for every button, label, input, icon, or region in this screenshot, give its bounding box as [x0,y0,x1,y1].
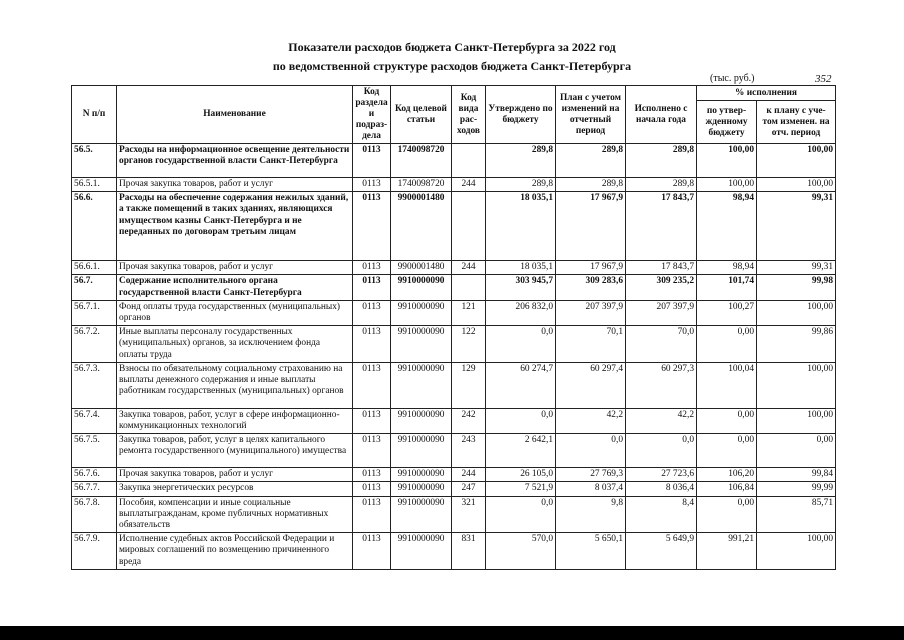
cell-pct-budget: 106,84 [697,482,757,496]
cell-approved: 0,0 [486,496,556,533]
cell-num: 56.5. [72,144,117,178]
table-row [72,300,836,325]
cell-executed: 17 843,7 [626,192,697,261]
cell-num: 56.7.6. [72,468,117,482]
header-target: Код целевой статьи [391,86,452,144]
cell-name: Взносы по обязательному социальному страхованию на выплаты денежного содержания и иные выплаты работникам государственных (муниципальных) органов [117,362,353,408]
table-row [72,275,836,300]
cell-pct-budget: 106,20 [697,468,757,482]
header-kind: Код вида рас-ходов [452,86,486,144]
header-pct-plan: к плану с уче-том изменен. на отч. период [757,101,836,144]
header-pct-budget: по утвер-жденному бюджету [697,101,757,144]
cell-executed: 27 723,6 [626,468,697,482]
cell-section: 0113 [353,261,391,275]
table-body [72,144,836,570]
cell-num: 56.7.4. [72,408,117,433]
table-row [72,326,836,363]
cell-target: 1740098720 [391,144,452,178]
cell-approved: 289,8 [486,144,556,178]
cell-name: Прочая закупка товаров, работ и услуг [117,468,353,482]
table-row [72,408,836,433]
cell-section: 0113 [353,300,391,325]
title-line-2: по ведомственной структуре расходов бюджета Санкт-Петербурга [272,59,632,73]
cell-target: 9910000090 [391,326,452,363]
cell-executed: 289,8 [626,178,697,192]
cell-approved: 18 035,1 [486,261,556,275]
cell-pct-plan: 100,00 [757,362,836,408]
cell-pct-plan: 99,99 [757,482,836,496]
cell-plan: 309 283,6 [556,275,626,300]
cell-section: 0113 [353,192,391,261]
cell-executed: 5 649,9 [626,533,697,570]
header-executed: Исполнено с начала года [626,86,697,144]
cell-name: Пособия, компенсации и иные социальные выплатыгражданам, кроме публичных нормативных обязательств [117,496,353,533]
cell-name: Содержание исполнительного органа государственной власти Санкт-Петербурга [117,275,353,300]
cell-approved: 2 642,1 [486,434,556,468]
cell-kind: 242 [452,408,486,433]
cell-num: 56.7.8. [72,496,117,533]
cell-plan: 0,0 [556,434,626,468]
cell-pct-budget: 0,00 [697,408,757,433]
cell-kind: 244 [452,178,486,192]
page-number: 352 [815,73,832,85]
cell-pct-budget: 100,04 [697,362,757,408]
cell-kind: 129 [452,362,486,408]
cell-kind: 321 [452,496,486,533]
cell-kind [452,144,486,178]
cell-executed: 0,0 [626,434,697,468]
cell-executed: 70,0 [626,326,697,363]
cell-plan: 9,8 [556,496,626,533]
cell-pct-plan: 99,31 [757,192,836,261]
cell-executed: 207 397,9 [626,300,697,325]
cell-pct-plan: 100,00 [757,144,836,178]
cell-executed: 289,8 [626,144,697,178]
cell-section: 0113 [353,178,391,192]
cell-kind: 831 [452,533,486,570]
cell-pct-plan: 100,00 [757,408,836,433]
cell-section: 0113 [353,362,391,408]
cell-approved: 0,0 [486,326,556,363]
cell-target: 9900001480 [391,261,452,275]
cell-pct-budget: 0,00 [697,434,757,468]
cell-pct-plan: 100,00 [757,178,836,192]
table-header [72,86,836,144]
cell-kind: 122 [452,326,486,363]
cell-target: 9910000090 [391,468,452,482]
cell-section: 0113 [353,482,391,496]
cell-kind [452,192,486,261]
table-row [72,468,836,482]
cell-section: 0113 [353,408,391,433]
cell-target: 1740098720 [391,178,452,192]
cell-plan: 289,8 [556,178,626,192]
cell-pct-budget: 100,00 [697,144,757,178]
cell-executed: 60 297,3 [626,362,697,408]
cell-pct-plan: 0,00 [757,434,836,468]
cell-pct-plan: 99,98 [757,275,836,300]
table-row [72,362,836,408]
cell-pct-budget: 0,00 [697,326,757,363]
cell-num: 56.7. [72,275,117,300]
cell-num: 56.6. [72,192,117,261]
cell-name: Закупка товаров, работ, услуг в целях капитального ремонта государственного (муниципального) имущества [117,434,353,468]
cell-executed: 309 235,2 [626,275,697,300]
cell-approved: 60 274,7 [486,362,556,408]
cell-approved: 289,8 [486,178,556,192]
cell-target: 9900001480 [391,192,452,261]
cell-pct-plan: 100,00 [757,300,836,325]
cell-name: Расходы на обеспечение содержания нежилых зданий, а также помещений в таких зданиях, являющихся имуществом казны Санкт-Петербурга и не переданных по договорам третьим лицам [117,192,353,261]
cell-pct-budget: 0,00 [697,496,757,533]
cell-name: Закупка энергетических ресурсов [117,482,353,496]
cell-name: Иные выплаты персоналу государственных (муниципальных) органов, за исключением фонда оплаты труда [117,326,353,363]
header-plan: План с учетом изменений на отчетный период [556,86,626,144]
cell-kind: 121 [452,300,486,325]
cell-pct-budget: 991,21 [697,533,757,570]
cell-kind: 244 [452,468,486,482]
cell-pct-plan: 99,86 [757,326,836,363]
cell-target: 9910000090 [391,482,452,496]
cell-kind: 244 [452,261,486,275]
cell-section: 0113 [353,144,391,178]
cell-pct-budget: 98,94 [697,192,757,261]
cell-pct-budget: 101,74 [697,275,757,300]
cell-kind [452,275,486,300]
table-row [72,533,836,570]
table-row [72,144,836,178]
cell-name: Прочая закупка товаров, работ и услуг [117,261,353,275]
cell-num: 56.6.1. [72,261,117,275]
cell-target: 9910000090 [391,408,452,433]
cell-plan: 17 967,9 [556,192,626,261]
table-row [72,496,836,533]
cell-pct-budget: 100,00 [697,178,757,192]
cell-num: 56.7.2. [72,326,117,363]
cell-pct-budget: 100,27 [697,300,757,325]
cell-plan: 8 037,4 [556,482,626,496]
cell-name: Прочая закупка товаров, работ и услуг [117,178,353,192]
cell-approved: 206 832,0 [486,300,556,325]
table-row [72,192,836,261]
cell-section: 0113 [353,468,391,482]
table-row [72,178,836,192]
cell-name: Расходы на информационное освещение деятельности органов государственной власти Санкт-Петербурга [117,144,353,178]
cell-pct-plan: 99,31 [757,261,836,275]
cell-section: 0113 [353,533,391,570]
cell-name: Исполнение судебных актов Российской Федерации и мировых соглашений по возмещению причиненного вреда [117,533,353,570]
cell-plan: 60 297,4 [556,362,626,408]
header-approved: Утверждено по бюджету [486,86,556,144]
cell-approved: 303 945,7 [486,275,556,300]
cell-name: Закупка товаров, работ, услуг в сфере информационно-коммуникационных технологий [117,408,353,433]
table-row [72,482,836,496]
budget-table [71,85,836,570]
cell-plan: 17 967,9 [556,261,626,275]
table-row [72,261,836,275]
scan-bottom-edge [0,626,904,640]
cell-plan: 5 650,1 [556,533,626,570]
header-num: N п/п [72,86,117,144]
cell-target: 9910000090 [391,434,452,468]
header-section: Код раздела и подраз-дела [353,86,391,144]
cell-num: 56.7.3. [72,362,117,408]
cell-pct-plan: 100,00 [757,533,836,570]
cell-section: 0113 [353,496,391,533]
cell-approved: 18 035,1 [486,192,556,261]
cell-target: 9910000090 [391,496,452,533]
cell-name: Фонд оплаты труда государственных (муниципальных) органов [117,300,353,325]
header-name: Наименование [117,86,353,144]
cell-executed: 8 036,4 [626,482,697,496]
cell-approved: 26 105,0 [486,468,556,482]
table-row [72,434,836,468]
cell-section: 0113 [353,434,391,468]
cell-pct-plan: 99,84 [757,468,836,482]
cell-num: 56.7.5. [72,434,117,468]
cell-plan: 70,1 [556,326,626,363]
cell-executed: 17 843,7 [626,261,697,275]
cell-num: 56.7.1. [72,300,117,325]
cell-plan: 289,8 [556,144,626,178]
cell-approved: 7 521,9 [486,482,556,496]
cell-plan: 207 397,9 [556,300,626,325]
cell-approved: 570,0 [486,533,556,570]
cell-target: 9910000090 [391,533,452,570]
cell-plan: 42,2 [556,408,626,433]
cell-executed: 42,2 [626,408,697,433]
cell-target: 9910000090 [391,300,452,325]
document-title [0,38,904,76]
header-percent: % исполнения [697,86,836,101]
cell-pct-budget: 98,94 [697,261,757,275]
cell-num: 56.7.7. [72,482,117,496]
cell-plan: 27 769,3 [556,468,626,482]
title-line-1: Показатели расходов бюджета Санкт-Петербурга за 2022 год [288,40,616,54]
cell-target: 9910000090 [391,362,452,408]
cell-section: 0113 [353,275,391,300]
cell-section: 0113 [353,326,391,363]
cell-num: 56.7.9. [72,533,117,570]
cell-approved: 0,0 [486,408,556,433]
cell-executed: 8,4 [626,496,697,533]
units-label: (тыс. руб.) [710,73,755,84]
cell-num: 56.5.1. [72,178,117,192]
cell-target: 9910000090 [391,275,452,300]
cell-kind: 247 [452,482,486,496]
cell-pct-plan: 85,71 [757,496,836,533]
cell-kind: 243 [452,434,486,468]
